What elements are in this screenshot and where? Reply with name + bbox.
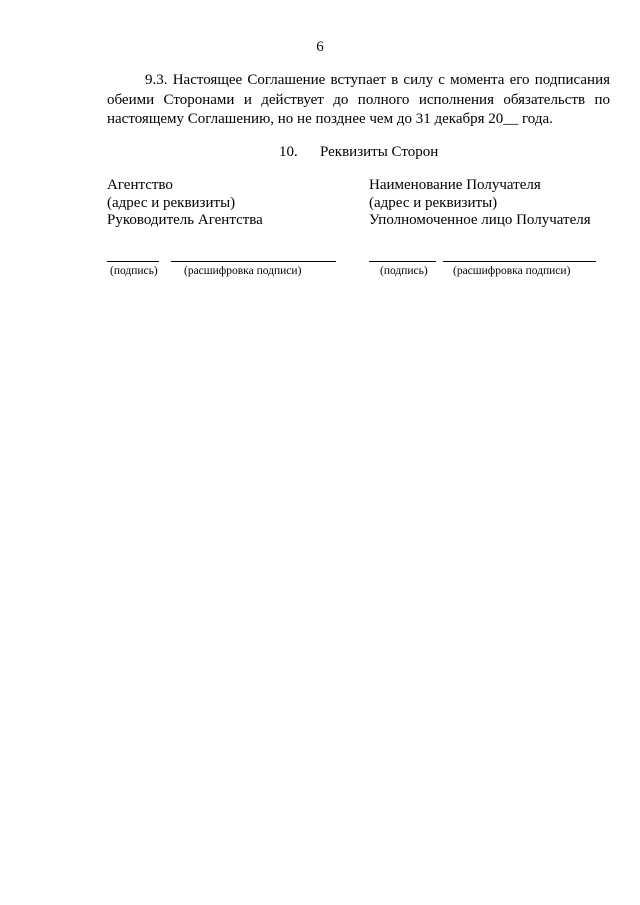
agency-block <box>107 177 263 230</box>
section-number: 10. <box>279 144 298 160</box>
agency-name: Агентство <box>107 177 173 193</box>
recipient-signature-line <box>369 261 436 262</box>
agency-signature-line <box>107 261 159 262</box>
recipient-block <box>369 177 591 230</box>
recipient-details: (адрес и реквизиты) <box>369 194 498 211</box>
agency-signatory: Руководитель Агентства <box>107 212 263 228</box>
agency-details: (адрес и реквизиты) <box>107 194 236 211</box>
agency-decoding-caption: (расшифровка подписи) <box>184 265 302 277</box>
recipient-signature-caption: (подпись) <box>380 265 428 277</box>
recipient-decoding-caption: (расшифровка подписи) <box>453 265 571 277</box>
agency-decoding-line <box>171 261 336 262</box>
recipient-name: Наименование Получателя <box>369 177 541 193</box>
recipient-signatory: Уполномоченное лицо Получателя <box>369 212 591 228</box>
section-title: Реквизиты Сторон <box>320 144 439 160</box>
recipient-decoding-line <box>443 261 596 262</box>
clause-9-3-paragraph: 9.3. Настоящее Соглашение вступает в силу с момента его подписания обеими Сторонами и действует до полного исполнения обязательств по настоящему Соглашению, но не позднее чем до 31 декабря 20__ года. <box>107 72 610 127</box>
page-number: 6 <box>316 39 324 55</box>
agency-signature-caption: (подпись) <box>110 265 158 277</box>
